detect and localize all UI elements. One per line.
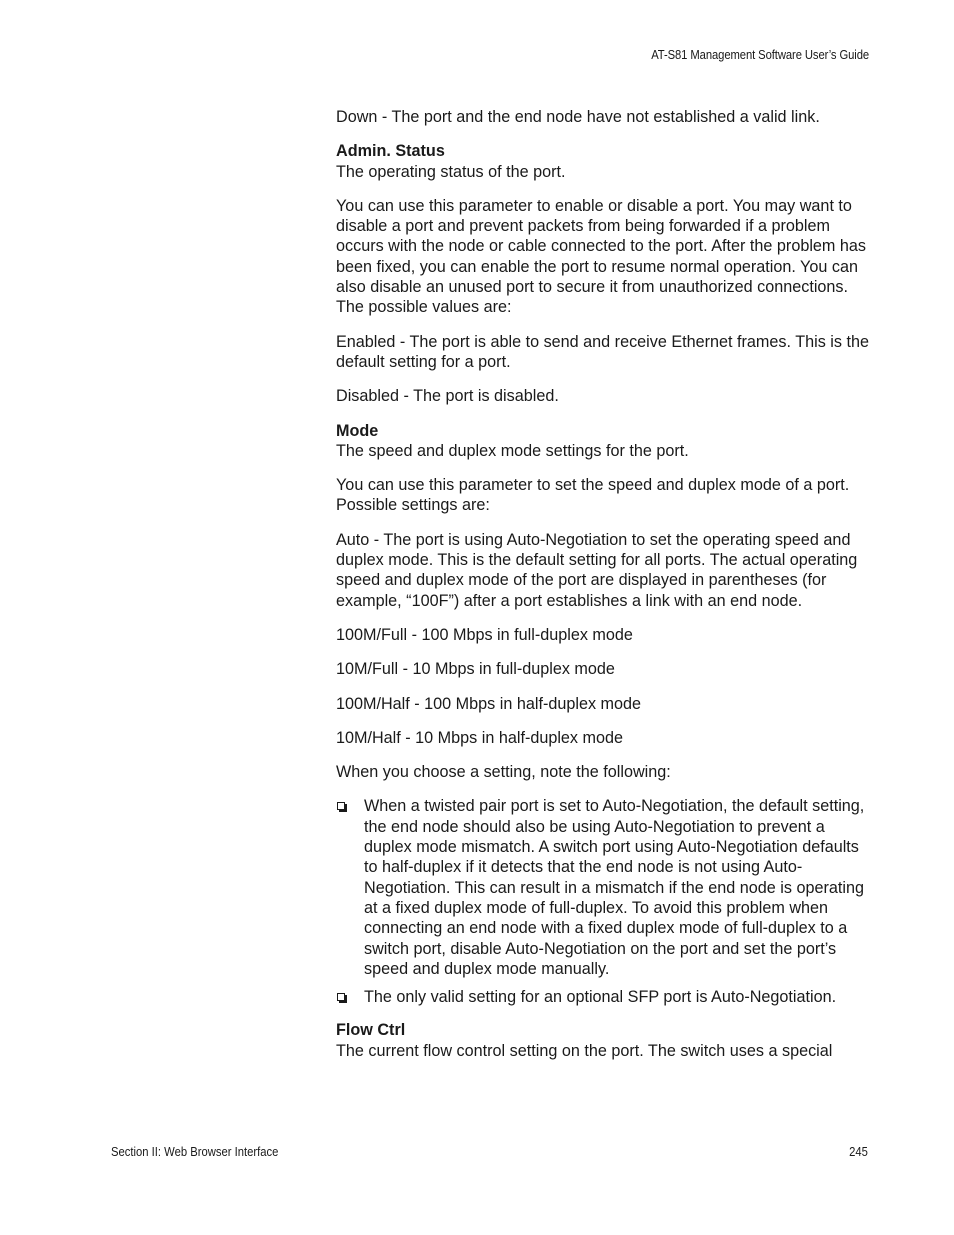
setting-100m-half: 100M/Half - 100 Mbps in half-duplex mode: [336, 694, 642, 713]
note-intro: When you choose a setting, note the following:: [336, 763, 671, 782]
flow-ctrl-heading: Flow Ctrl: [336, 1021, 406, 1040]
checkbox-bullet-icon: [337, 802, 345, 810]
note-bullet-list: [336, 796, 871, 1007]
auto-setting-description: Auto - The port is using Auto-Negotiation to set the operating speed and duplex mode. This is the default setting for all ports. The actual operating speed and duplex mode of the port are displayed in parentheses (for example, “100F”) after a port establishes a link with an end node.: [336, 530, 858, 610]
mode-heading: Mode: [336, 421, 379, 440]
admin-status-heading: Admin. Status: [336, 142, 445, 161]
page-number: 245: [849, 1145, 868, 1159]
footer-section-title: Section II: Web Browser Interface: [111, 1145, 279, 1159]
enabled-value-description: Enabled - The port is able to send and receive Ethernet frames. This is the default setting for a port.: [336, 332, 869, 371]
checkbox-bullet-icon: [337, 993, 345, 1001]
list-item: [336, 796, 871, 979]
flow-ctrl-description: The current flow control setting on the port. The switch uses a special: [336, 1041, 833, 1060]
disabled-value-description: Disabled - The port is disabled.: [336, 387, 559, 406]
setting-10m-full: 10M/Full - 10 Mbps in full-duplex mode: [336, 660, 615, 679]
page-body: [336, 107, 871, 1075]
mode-paragraph: You can use this parameter to set the speed and duplex mode of a port. Possible settings are:: [336, 476, 850, 515]
running-header: AT-S81 Management Software User’s Guide: [651, 48, 869, 62]
admin-status-description: The operating status of the port.: [336, 162, 566, 181]
mode-description: The speed and duplex mode settings for the port.: [336, 441, 689, 460]
bullet-text: The only valid setting for an optional SFP port is Auto-Negotiation.: [364, 988, 837, 1007]
admin-status-paragraph: You can use this parameter to enable or disable a port. You may want to disable a port and prevent packets from being forwarded if a problem occurs with the node or cable connected to the port. After the problem has been fixed, you can enable the port to resume normal operation. You can also disable an unused port to secure it from unauthorized connections. The possible values are:: [336, 196, 867, 317]
bullet-text: When a twisted pair port is set to Auto-Negotiation, the default setting, the end node should also be using Auto-Negotiation to prevent a duplex mode mismatch. A switch port using Auto-Negotiation defaults to half-duplex if it detects that the end node is not using Auto-Negotiation. This can result in a mismatch if the end node is operating at a fixed duplex mode of full-duplex. To avoid this problem when connecting an end node with a fixed duplex mode of full-duplex to a switch port, disable Auto-Negotiation on the port and set the port’s speed and duplex mode manually.: [364, 797, 865, 978]
list-item: [336, 987, 871, 1007]
setting-100m-full: 100M/Full - 100 Mbps in full-duplex mode: [336, 625, 633, 644]
down-value-description: Down - The port and the end node have not established a valid link.: [336, 108, 820, 126]
setting-10m-half: 10M/Half - 10 Mbps in half-duplex mode: [336, 728, 624, 747]
